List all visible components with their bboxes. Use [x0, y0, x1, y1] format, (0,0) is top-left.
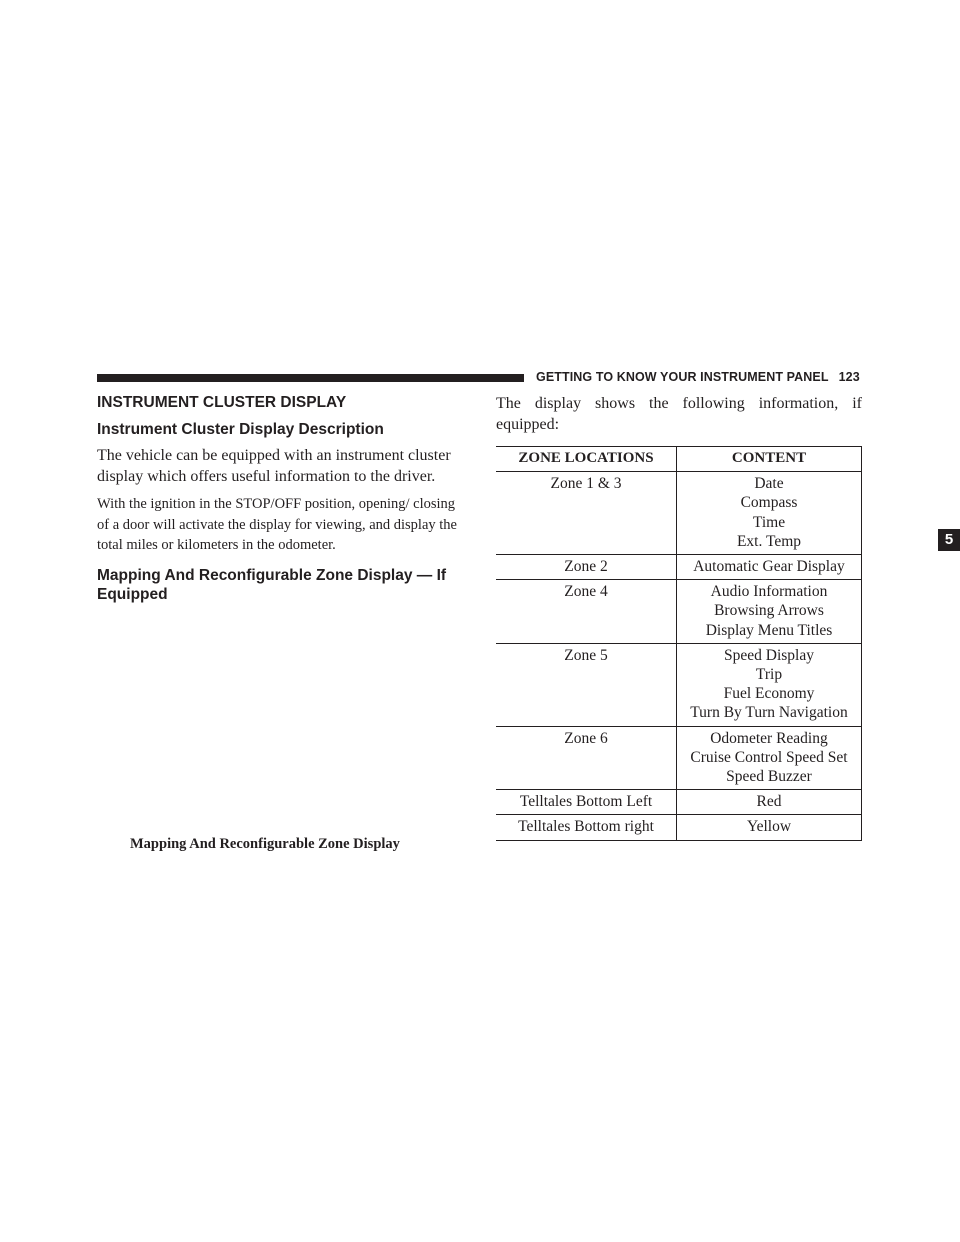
column-header-zone: ZONE LOCATIONS	[496, 447, 677, 472]
zone-cell: Zone 5	[496, 643, 677, 726]
content-line: Speed Buzzer	[726, 768, 812, 786]
table-row	[496, 790, 862, 815]
content-line: Ext. Temp	[736, 532, 802, 550]
table-header-row	[496, 447, 862, 472]
subheading-mapping: Mapping And Reconfigurable Zone Display — If Equipped	[97, 566, 447, 603]
content-line: Time	[752, 513, 786, 531]
table-intro: The display shows the following information, if equipped:	[496, 395, 862, 433]
content-line: Turn By Turn Navigation	[690, 704, 848, 722]
page-number: 123	[838, 370, 860, 384]
content-line: Red	[756, 793, 782, 811]
zone-cell: Telltales Bottom Left	[496, 790, 677, 815]
content-cell	[677, 472, 862, 555]
content-line: Date	[754, 475, 784, 493]
right-column	[496, 394, 862, 841]
content-line: Odometer Reading	[710, 729, 828, 747]
content-line: Audio Information	[710, 583, 828, 601]
figure-area	[97, 600, 467, 825]
content-line: Speed Display	[724, 646, 814, 664]
content-line: Display Menu Titles	[705, 621, 833, 639]
table-row	[496, 815, 862, 840]
running-header	[536, 370, 860, 384]
content-cell	[677, 555, 862, 580]
subheading-description: Instrument Cluster Display Description	[97, 421, 384, 438]
paragraph-intro: The vehicle can be equipped with an instrument cluster display which offers useful information to the driver.	[97, 447, 451, 485]
content-line: Yellow	[746, 818, 792, 836]
content-line: Cruise Control Speed Set	[690, 748, 848, 766]
figure-caption: Mapping And Reconfigurable Zone Display	[130, 836, 400, 852]
column-header-content: CONTENT	[677, 447, 862, 472]
content-line: Trip	[755, 666, 783, 684]
zone-cell: Zone 6	[496, 726, 677, 790]
table-row	[496, 726, 862, 790]
content-line: Automatic Gear Display	[693, 558, 845, 576]
content-line: Browsing Arrows	[714, 602, 824, 620]
zone-cell: Zone 4	[496, 580, 677, 644]
chapter-tab: 5	[938, 529, 960, 551]
content-line: Fuel Economy	[723, 685, 815, 703]
zone-table	[496, 446, 862, 841]
table-body	[496, 472, 862, 840]
section-title: GETTING TO KNOW YOUR INSTRUMENT PANEL	[536, 370, 829, 384]
section-heading: INSTRUMENT CLUSTER DISPLAY	[97, 394, 347, 411]
zone-cell: Zone 1 & 3	[496, 472, 677, 555]
zone-cell: Zone 2	[496, 555, 677, 580]
content-cell	[677, 643, 862, 726]
content-cell	[677, 815, 862, 840]
left-column	[97, 394, 467, 610]
table-row	[496, 555, 862, 580]
content-line: Compass	[740, 494, 798, 512]
table-row	[496, 472, 862, 555]
paragraph-ignition: With the ignition in the STOP/OFF position, opening/ closing of a door will activate the display for viewing, and display the total miles or kilometers in the odometer.	[97, 496, 457, 553]
content-cell	[677, 580, 862, 644]
header-rule	[97, 374, 524, 382]
zone-cell: Telltales Bottom right	[496, 815, 677, 840]
content-cell	[677, 790, 862, 815]
content-cell	[677, 726, 862, 790]
table-row	[496, 643, 862, 726]
table-row	[496, 580, 862, 644]
